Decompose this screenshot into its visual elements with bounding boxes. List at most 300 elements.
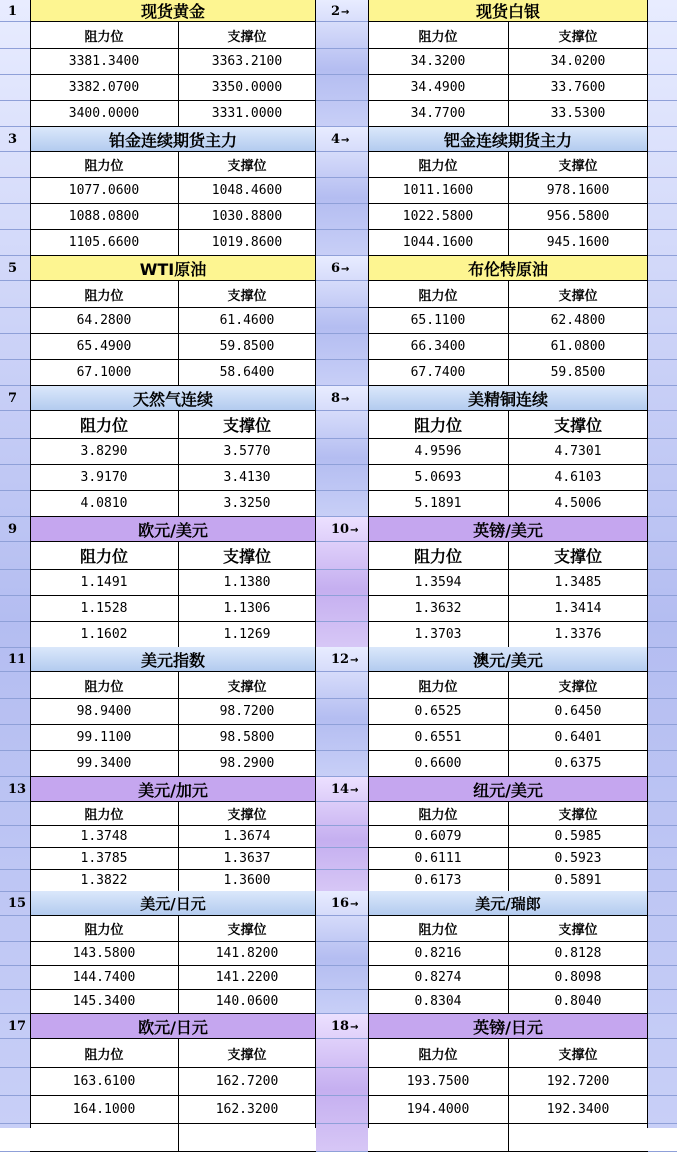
right-gutter-cell <box>648 622 677 648</box>
middle-gutter-cell <box>316 75 368 101</box>
support-value: 0.5891 <box>508 870 648 892</box>
left-gutter-cell <box>0 542 30 570</box>
left-gutter-cell <box>0 848 30 870</box>
middle-gutter-cell <box>316 1068 368 1096</box>
support-value: 59.8500 <box>178 334 316 360</box>
block-number <box>331 783 358 796</box>
support-value: 945.1600 <box>508 230 648 256</box>
block-number-text: 4 <box>331 132 341 147</box>
arrow-right-icon: → <box>350 785 359 796</box>
instrument-table <box>368 647 648 777</box>
left-gutter-cell <box>0 360 30 386</box>
block-number-text: 6 <box>331 261 341 276</box>
left-gutter-cell <box>0 826 30 848</box>
arrow-right-icon: → <box>350 655 359 666</box>
support-value: 59.8500 <box>508 360 648 386</box>
support-column-header: 支撑位 <box>178 1039 316 1068</box>
column-divider <box>508 672 509 777</box>
middle-gutter-cell <box>316 966 368 990</box>
instrument-title: 钯金连续期货主力 <box>368 127 648 152</box>
resistance-value: 1077.0600 <box>30 178 178 204</box>
column-divider <box>508 542 509 648</box>
support-value: 0.6375 <box>508 751 648 777</box>
left-gutter-cell <box>0 439 30 465</box>
support-value: 98.5800 <box>178 725 316 751</box>
block-number <box>8 653 26 666</box>
instrument-title: WTI原油 <box>30 256 316 281</box>
left-gutter-cell <box>0 152 30 178</box>
middle-gutter-cell <box>316 751 368 777</box>
resistance-value: 4.0810 <box>30 491 178 517</box>
left-gutter-cell <box>0 411 30 439</box>
instrument-title: 现货黄金 <box>30 0 316 22</box>
right-gutter-cell <box>648 230 677 256</box>
arrow-right-icon: → <box>341 135 350 146</box>
right-gutter-cell <box>648 1068 677 1096</box>
support-value: 0.8040 <box>508 990 648 1014</box>
middle-gutter-cell <box>316 542 368 570</box>
support-value: 3363.2100 <box>178 49 316 75</box>
support-value: 192.7200 <box>508 1068 648 1096</box>
block-number-text: 16 <box>331 896 350 911</box>
resistance-column-header: 阻力位 <box>30 411 178 439</box>
resistance-value: 194.4000 <box>368 1096 508 1124</box>
support-column-header: 支撑位 <box>508 542 648 570</box>
block-number-text: 12 <box>331 652 350 667</box>
instrument-table <box>30 777 316 892</box>
support-column-header: 支撑位 <box>178 152 316 178</box>
resistance-value: 1022.5800 <box>368 204 508 230</box>
resistance-value: 1044.1600 <box>368 230 508 256</box>
support-value: 61.4600 <box>178 308 316 334</box>
right-gutter-cell <box>648 942 677 966</box>
column-divider <box>508 281 509 386</box>
right-gutter-cell <box>648 802 677 826</box>
left-gutter-cell <box>0 101 30 127</box>
support-value: 956.5800 <box>508 204 648 230</box>
block-number <box>331 133 349 146</box>
resistance-value: 164.1000 <box>30 1096 178 1124</box>
right-gutter-cell <box>648 990 677 1014</box>
column-divider <box>178 152 179 256</box>
instrument-table <box>368 256 648 386</box>
right-gutter-cell <box>648 672 677 699</box>
block-number-text: 3 <box>8 132 18 147</box>
block-number <box>8 392 17 405</box>
support-value: 978.1600 <box>508 178 648 204</box>
instrument-title: 美元指数 <box>30 647 316 672</box>
support-value: 33.7600 <box>508 75 648 101</box>
support-value: 4.6103 <box>508 465 648 491</box>
column-divider <box>178 542 179 648</box>
support-column-header: 支撑位 <box>178 916 316 942</box>
block-number-text: 17 <box>8 1019 27 1034</box>
right-gutter-cell <box>648 542 677 570</box>
resistance-value: 99.3400 <box>30 751 178 777</box>
support-value <box>508 1124 648 1152</box>
right-gutter-cell <box>648 966 677 990</box>
arrow-right-icon: → <box>350 525 359 536</box>
resistance-value: 193.7500 <box>368 1068 508 1096</box>
block-number <box>331 392 349 405</box>
resistance-column-header: 阻力位 <box>368 1039 508 1068</box>
support-value: 192.3400 <box>508 1096 648 1124</box>
resistance-value <box>368 1124 508 1152</box>
support-value: 98.2900 <box>178 751 316 777</box>
instrument-table <box>30 1014 316 1152</box>
right-gutter-cell <box>648 699 677 725</box>
support-column-header: 支撑位 <box>508 1039 648 1068</box>
table-border <box>30 0 31 1128</box>
instrument-title: 英镑/美元 <box>368 517 648 542</box>
instrument-table <box>368 891 648 1014</box>
right-gutter-cell <box>648 517 677 542</box>
instrument-table <box>368 517 648 648</box>
block-number <box>8 523 17 536</box>
block-number <box>8 1020 26 1033</box>
support-value: 4.5006 <box>508 491 648 517</box>
left-gutter-cell <box>0 49 30 75</box>
resistance-value: 34.7700 <box>368 101 508 127</box>
block-number-text: 2 <box>331 4 341 19</box>
support-value: 141.2200 <box>178 966 316 990</box>
resistance-value: 99.1100 <box>30 725 178 751</box>
support-value: 1.3414 <box>508 596 648 622</box>
support-value: 62.4800 <box>508 308 648 334</box>
middle-gutter-cell <box>316 1124 368 1152</box>
resistance-value: 1.3703 <box>368 622 508 648</box>
support-value: 1.1380 <box>178 570 316 596</box>
support-value: 0.5985 <box>508 826 648 848</box>
right-gutter-cell <box>648 870 677 892</box>
block-number-text: 10 <box>331 522 350 537</box>
support-column-header: 支撑位 <box>178 411 316 439</box>
arrow-right-icon: → <box>350 899 359 910</box>
support-value: 1048.4600 <box>178 178 316 204</box>
right-gutter-cell <box>648 0 677 22</box>
support-value: 1.3637 <box>178 848 316 870</box>
instrument-table <box>368 777 648 892</box>
support-value: 1.3485 <box>508 570 648 596</box>
support-value: 4.7301 <box>508 439 648 465</box>
block-number-text: 13 <box>8 782 27 797</box>
support-value: 61.0800 <box>508 334 648 360</box>
instrument-title: 天然气连续 <box>30 386 316 411</box>
resistance-value: 5.0693 <box>368 465 508 491</box>
right-gutter-cell <box>648 725 677 751</box>
support-column-header: 支撑位 <box>508 152 648 178</box>
resistance-column-header: 阻力位 <box>30 672 178 699</box>
resistance-value: 1.1602 <box>30 622 178 648</box>
right-gutter-cell <box>648 751 677 777</box>
block-number <box>331 653 358 666</box>
resistance-value: 34.3200 <box>368 49 508 75</box>
column-divider <box>508 802 509 892</box>
resistance-value: 98.9400 <box>30 699 178 725</box>
resistance-value: 1.3748 <box>30 826 178 848</box>
middle-gutter-cell <box>316 178 368 204</box>
support-column-header: 支撑位 <box>178 802 316 826</box>
left-gutter-cell <box>0 725 30 751</box>
resistance-column-header: 阻力位 <box>30 916 178 942</box>
instrument-table <box>30 647 316 777</box>
resistance-value: 0.8274 <box>368 966 508 990</box>
block-number <box>8 897 26 910</box>
support-value: 34.0200 <box>508 49 648 75</box>
resistance-value: 163.6100 <box>30 1068 178 1096</box>
support-value: 162.3200 <box>178 1096 316 1124</box>
right-gutter-cell <box>648 22 677 49</box>
support-value: 141.8200 <box>178 942 316 966</box>
block-number-text: 9 <box>8 522 18 537</box>
right-gutter-cell <box>648 647 677 672</box>
middle-gutter-cell <box>316 491 368 517</box>
support-value: 3.5770 <box>178 439 316 465</box>
resistance-value: 144.7400 <box>30 966 178 990</box>
left-gutter-cell <box>0 491 30 517</box>
left-gutter-cell <box>0 204 30 230</box>
instrument-title: 美元/日元 <box>30 891 316 916</box>
resistance-column-header: 阻力位 <box>30 1039 178 1068</box>
support-column-header: 支撑位 <box>508 916 648 942</box>
right-gutter-cell <box>648 465 677 491</box>
middle-gutter-cell <box>316 848 368 870</box>
left-gutter-cell <box>0 990 30 1014</box>
left-gutter-cell <box>0 1039 30 1068</box>
resistance-value: 4.9596 <box>368 439 508 465</box>
support-value <box>178 1124 316 1152</box>
block-number-text: 5 <box>8 261 18 276</box>
resistance-value: 1105.6600 <box>30 230 178 256</box>
column-divider <box>178 916 179 1014</box>
resistance-value: 0.6551 <box>368 725 508 751</box>
resistance-value: 0.6079 <box>368 826 508 848</box>
middle-gutter-cell <box>316 916 368 942</box>
middle-gutter-cell <box>316 204 368 230</box>
resistance-column-header: 阻力位 <box>368 411 508 439</box>
resistance-value: 1.1491 <box>30 570 178 596</box>
instrument-table <box>30 127 316 256</box>
instrument-table <box>368 1014 648 1152</box>
support-column-header: 支撑位 <box>508 281 648 308</box>
resistance-value: 143.5800 <box>30 942 178 966</box>
right-gutter-cell <box>648 178 677 204</box>
middle-gutter-cell <box>316 281 368 308</box>
left-gutter-cell <box>0 870 30 892</box>
right-gutter-cell <box>648 281 677 308</box>
block-number-text: 14 <box>331 782 350 797</box>
support-column-header: 支撑位 <box>508 22 648 49</box>
right-gutter-cell <box>648 570 677 596</box>
resistance-column-header: 阻力位 <box>30 22 178 49</box>
left-gutter-cell <box>0 334 30 360</box>
resistance-value: 0.6600 <box>368 751 508 777</box>
instrument-title: 欧元/日元 <box>30 1014 316 1039</box>
instrument-title: 现货白银 <box>368 0 648 22</box>
resistance-value: 65.4900 <box>30 334 178 360</box>
left-gutter-cell <box>0 1068 30 1096</box>
resistance-value: 0.8216 <box>368 942 508 966</box>
resistance-column-header: 阻力位 <box>368 802 508 826</box>
right-gutter-cell <box>648 334 677 360</box>
support-value: 0.8128 <box>508 942 648 966</box>
table-border <box>647 0 648 1128</box>
support-value: 140.0600 <box>178 990 316 1014</box>
support-value: 0.6450 <box>508 699 648 725</box>
resistance-value: 1.3822 <box>30 870 178 892</box>
left-gutter-cell <box>0 966 30 990</box>
resistance-value: 1.3785 <box>30 848 178 870</box>
resistance-value: 65.1100 <box>368 308 508 334</box>
resistance-column-header: 阻力位 <box>30 802 178 826</box>
resistance-value: 1.3594 <box>368 570 508 596</box>
middle-gutter-cell <box>316 942 368 966</box>
support-value: 1.1306 <box>178 596 316 622</box>
resistance-value: 67.7400 <box>368 360 508 386</box>
instrument-table <box>30 256 316 386</box>
instrument-title: 美精铜连续 <box>368 386 648 411</box>
left-gutter-cell <box>0 1096 30 1124</box>
right-gutter-cell <box>648 256 677 281</box>
right-gutter-cell <box>648 1039 677 1068</box>
resistance-value: 0.6173 <box>368 870 508 892</box>
arrow-right-icon: → <box>350 1022 359 1033</box>
support-column-header: 支撑位 <box>178 672 316 699</box>
column-divider <box>178 281 179 386</box>
left-gutter-cell <box>0 802 30 826</box>
support-value: 1019.8600 <box>178 230 316 256</box>
right-gutter-cell <box>648 916 677 942</box>
right-gutter-cell <box>648 152 677 178</box>
support-column-header: 支撑位 <box>178 542 316 570</box>
instrument-title: 布伦特原油 <box>368 256 648 281</box>
block-number-text: 15 <box>8 896 27 911</box>
block-number-text: 11 <box>8 652 27 667</box>
support-value: 0.6401 <box>508 725 648 751</box>
left-gutter-cell <box>0 230 30 256</box>
instrument-title: 纽元/美元 <box>368 777 648 802</box>
resistance-value: 1088.0800 <box>30 204 178 230</box>
left-gutter-cell <box>0 751 30 777</box>
block-number <box>331 1020 358 1033</box>
block-number <box>331 897 358 910</box>
instrument-title: 澳元/美元 <box>368 647 648 672</box>
column-divider <box>508 1039 509 1152</box>
resistance-value: 1.3632 <box>368 596 508 622</box>
column-divider <box>178 22 179 127</box>
left-gutter-cell <box>0 178 30 204</box>
support-value: 1030.8800 <box>178 204 316 230</box>
column-divider <box>508 152 509 256</box>
right-gutter-cell <box>648 75 677 101</box>
block-number <box>331 262 349 275</box>
left-gutter-cell <box>0 22 30 49</box>
support-value: 3350.0000 <box>178 75 316 101</box>
support-value: 98.7200 <box>178 699 316 725</box>
resistance-value: 64.2800 <box>30 308 178 334</box>
middle-gutter-cell <box>316 622 368 648</box>
resistance-value: 0.6525 <box>368 699 508 725</box>
block-number <box>331 523 358 536</box>
middle-gutter-cell <box>316 1039 368 1068</box>
right-gutter-cell <box>648 127 677 152</box>
right-gutter-cell <box>648 439 677 465</box>
middle-gutter-cell <box>316 22 368 49</box>
resistance-column-header: 阻力位 <box>368 281 508 308</box>
block-number <box>8 262 17 275</box>
instrument-title: 美元/瑞郎 <box>368 891 648 916</box>
support-column-header: 支撑位 <box>508 411 648 439</box>
left-gutter-cell <box>0 672 30 699</box>
middle-gutter-cell <box>316 101 368 127</box>
middle-gutter-cell <box>316 230 368 256</box>
middle-gutter-cell <box>316 570 368 596</box>
right-gutter-cell <box>648 848 677 870</box>
resistance-column-header: 阻力位 <box>368 916 508 942</box>
left-gutter-cell <box>0 916 30 942</box>
middle-gutter-cell <box>316 360 368 386</box>
middle-gutter-cell <box>316 802 368 826</box>
right-gutter-cell <box>648 491 677 517</box>
arrow-right-icon: → <box>341 394 350 405</box>
support-value: 1.3600 <box>178 870 316 892</box>
block-number-text: 1 <box>8 4 18 19</box>
right-gutter-cell <box>648 360 677 386</box>
resistance-value: 3.9170 <box>30 465 178 491</box>
middle-gutter-cell <box>316 699 368 725</box>
block-number <box>331 5 349 18</box>
block-number-text: 8 <box>331 391 341 406</box>
instrument-title: 美元/加元 <box>30 777 316 802</box>
resistance-column-header: 阻力位 <box>30 281 178 308</box>
left-gutter-cell <box>0 1124 30 1152</box>
left-gutter-cell <box>0 281 30 308</box>
middle-gutter-cell <box>316 990 368 1014</box>
right-gutter-cell <box>648 386 677 411</box>
resistance-value <box>30 1124 178 1152</box>
left-gutter-cell <box>0 75 30 101</box>
middle-gutter-cell <box>316 725 368 751</box>
arrow-right-icon: → <box>341 264 350 275</box>
right-gutter-cell <box>648 204 677 230</box>
column-divider <box>178 802 179 892</box>
left-gutter-cell <box>0 942 30 966</box>
middle-gutter-cell <box>316 439 368 465</box>
right-gutter-cell <box>648 1124 677 1152</box>
right-gutter-cell <box>648 49 677 75</box>
table-border <box>368 0 369 1128</box>
resistance-value: 5.1891 <box>368 491 508 517</box>
arrow-right-icon: → <box>341 7 350 18</box>
support-value: 0.8098 <box>508 966 648 990</box>
middle-gutter-cell <box>316 672 368 699</box>
support-value: 1.3674 <box>178 826 316 848</box>
block-number-text: 18 <box>331 1019 350 1034</box>
resistance-value: 66.3400 <box>368 334 508 360</box>
left-gutter-cell <box>0 596 30 622</box>
block-number <box>8 133 17 146</box>
resistance-value: 1.1528 <box>30 596 178 622</box>
instrument-table <box>30 0 316 127</box>
support-value: 3.4130 <box>178 465 316 491</box>
middle-gutter-cell <box>316 826 368 848</box>
resistance-column-header: 阻力位 <box>368 152 508 178</box>
left-gutter-cell <box>0 622 30 648</box>
resistance-column-header: 阻力位 <box>30 542 178 570</box>
right-gutter-cell <box>648 1014 677 1039</box>
column-divider <box>508 916 509 1014</box>
support-value: 0.5923 <box>508 848 648 870</box>
